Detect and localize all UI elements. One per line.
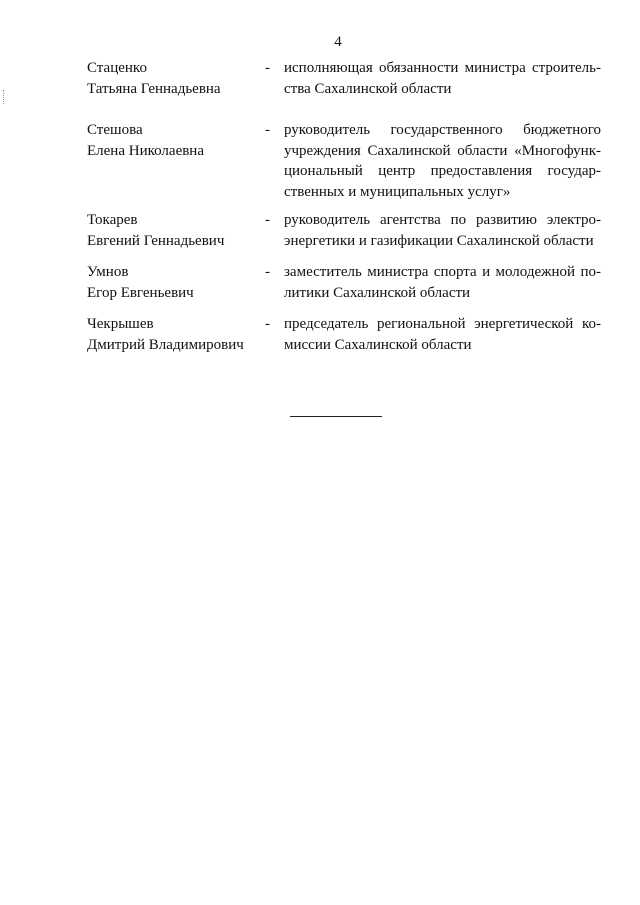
- position-line: энергетики и газификации Сахалинской области: [284, 232, 594, 249]
- member-row: [87, 210, 601, 262]
- member-row: [87, 262, 601, 314]
- member-name: [87, 58, 267, 99]
- position-line: председатель региональной энергетической ко-: [284, 316, 601, 332]
- member-given-names: Елена Николаевна: [87, 142, 204, 159]
- dash-separator: -: [265, 212, 270, 228]
- member-position: [284, 262, 601, 303]
- member-list: [87, 58, 601, 358]
- position-line: учреждения Сахалинской области «Многофунк-: [284, 142, 601, 159]
- member-name: [87, 120, 267, 161]
- closing-rule: [290, 416, 382, 417]
- position-line: ства Сахалинской области: [284, 80, 452, 97]
- member-given-names: Евгений Геннадьевич: [87, 232, 225, 249]
- member-surname: Токарев: [87, 212, 138, 228]
- member-surname: Умнов: [87, 264, 129, 280]
- position-line: миссии Сахалинской области: [284, 336, 472, 353]
- position-line: руководитель агентства по развитию электро-: [284, 212, 601, 228]
- position-line: циональный центр предоставления государ-: [284, 163, 601, 179]
- member-given-names: Татьяна Геннадьевна: [87, 80, 221, 97]
- member-given-names: Дмитрий Владимирович: [87, 336, 244, 353]
- member-surname: Стешова: [87, 122, 143, 138]
- dash-separator: -: [265, 122, 270, 138]
- scan-artifact: [3, 90, 5, 104]
- member-row: [87, 314, 601, 358]
- dash-separator: -: [265, 60, 270, 76]
- member-position: [284, 314, 601, 355]
- position-line: руководитель государственного бюджетного: [284, 122, 601, 138]
- dash-separator: -: [265, 316, 270, 332]
- member-name: [87, 314, 267, 355]
- member-name: [87, 262, 267, 303]
- dash-separator: -: [265, 264, 270, 280]
- member-position: [284, 58, 601, 99]
- position-line: ственных и муниципальных услуг»: [284, 183, 511, 200]
- position-line: литики Сахалинской области: [284, 284, 471, 301]
- position-line: исполняющая обязанности министра строитель-: [284, 60, 601, 76]
- member-position: [284, 120, 601, 202]
- member-row: [87, 120, 601, 210]
- page-number: 4: [334, 34, 342, 50]
- member-given-names: Егор Евгеньевич: [87, 284, 194, 301]
- position-line: заместитель министра спорта и молодежной по-: [284, 264, 601, 280]
- member-name: [87, 210, 267, 251]
- member-row: [87, 58, 601, 120]
- member-surname: Стаценко: [87, 60, 147, 76]
- member-position: [284, 210, 601, 251]
- member-surname: Чекрышев: [87, 316, 154, 332]
